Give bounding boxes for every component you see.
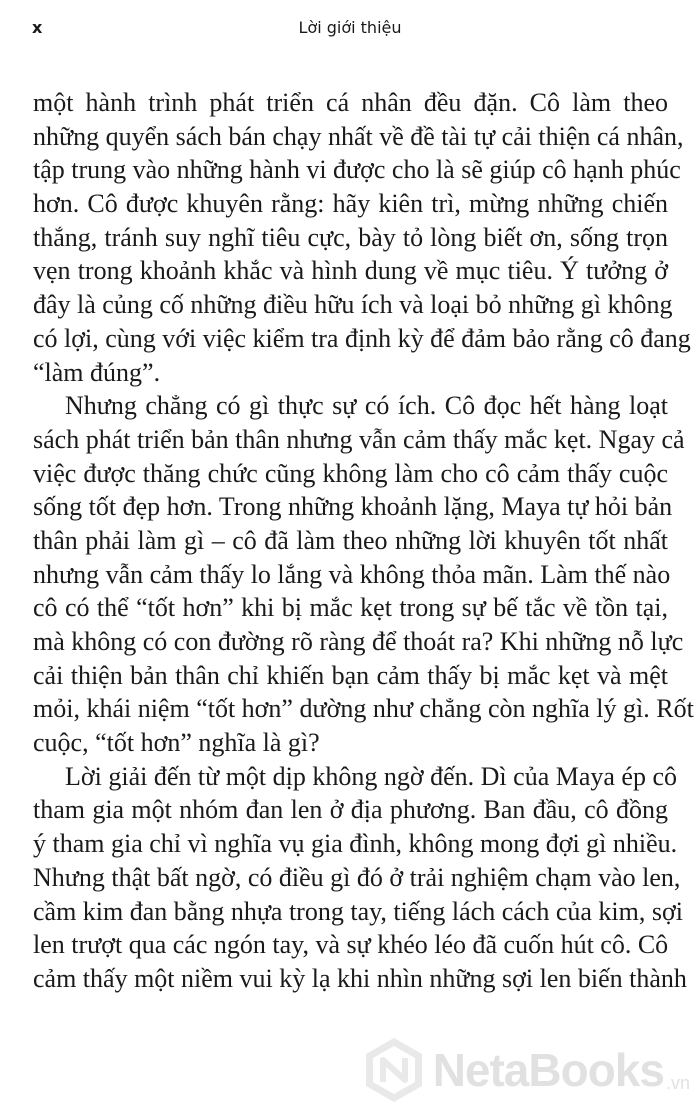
text-line: thân phải làm gì – cô đã làm theo những lời khuyên tốt nhất	[33, 525, 668, 555]
text-line: có lợi, cùng với việc kiểm tra định kỳ để đảm bảo rằng cô đang	[33, 323, 691, 353]
chapter-title: Lời giới thiệu	[298, 18, 402, 37]
text-line: nhưng vẫn cảm thấy lo lắng và không thỏa mãn. Làm thế nào	[33, 559, 671, 589]
text-line: len trượt qua các ngón tay, và sự khéo léo đã cuốn hút cô. Cô	[33, 930, 669, 960]
paragraph	[33, 86, 691, 389]
text-line: sách phát triển bản thân nhưng vẫn cảm thấy mắc kẹt. Ngay cả	[33, 424, 685, 454]
watermark-suffix: .vn	[665, 1073, 690, 1093]
text-line: sống tốt đẹp hơn. Trong những khoảnh lặng, Maya tự hỏi bản	[33, 492, 673, 522]
watermark-text: NetaBooks	[432, 1044, 664, 1096]
text-line: “làm đúng”.	[33, 357, 161, 387]
watermark	[363, 1030, 690, 1110]
text-line: việc được thăng chức cũng không làm cho cô cảm thấy cuộc	[33, 458, 668, 488]
text-line: những quyển sách bán chạy nhất về đề tài tự cải thiện cá nhân,	[33, 121, 684, 151]
text-line: cảm thấy một niềm vui kỳ lạ khi nhìn những sợi len biến thành	[33, 963, 687, 993]
text-line: tập trung vào những hành vi được cho là sẽ giúp cô hạnh phúc	[33, 155, 681, 185]
running-head	[32, 18, 668, 42]
text-line: mỏi, khái niệm “tốt hơn” dường như chẳng còn nghĩa lý gì. Rốt	[33, 694, 694, 724]
page-number: x	[32, 18, 43, 37]
paragraph	[33, 760, 687, 996]
text-line: ý tham gia chỉ vì nghĩa vụ gia đình, không mong đợi gì nhiều.	[33, 829, 678, 859]
text-line: cải thiện bản thân chỉ khiến bạn cảm thấy bị mắc kẹt và mệt	[33, 660, 668, 690]
netabooks-logo-icon	[363, 1036, 425, 1104]
text-line: cầm kim đan bằng nhựa trong tay, tiếng lách cách của kim, sợi	[33, 896, 683, 926]
text-line: thắng, tránh suy nghĩ tiêu cực, bày tỏ lòng biết ơn, sống trọn	[33, 222, 668, 252]
body-text	[33, 86, 694, 996]
text-line: hơn. Cô được khuyên rằng: hãy kiên trì, mừng những chiến	[33, 189, 668, 219]
text-line: mà không có con đường rõ ràng để thoát ra? Khi những nỗ lực	[33, 627, 684, 656]
text-line: cuộc, “tốt hơn” nghĩa là gì?	[33, 728, 320, 758]
paragraph	[33, 389, 694, 760]
text-line: cô có thể “tốt hơn” khi bị mắc kẹt trong sự bế tắc về tồn tại,	[33, 593, 668, 623]
text-line: Nhưng thật bất ngờ, có điều gì đó ở trải nghiệm chạm vào len,	[33, 862, 681, 892]
text-line: một hành trình phát triển cá nhân đều đặn. Cô làm theo	[33, 88, 668, 117]
text-line: vẹn trong khoảnh khắc và hình dung về mục tiêu. Ý tưởng ở	[33, 256, 668, 286]
text-line: tham gia một nhóm đan len ở địa phương. Ban đầu, cô đồng	[33, 795, 668, 825]
text-line: Nhưng chẳng có gì thực sự có ích. Cô đọc hết hàng loạt	[65, 391, 668, 421]
text-line: đây là củng cố những điều hữu ích và loại bỏ những gì không	[33, 290, 673, 320]
text-line: Lời giải đến từ một dịp không ngờ đến. Dì của Maya ép cô	[65, 761, 678, 791]
